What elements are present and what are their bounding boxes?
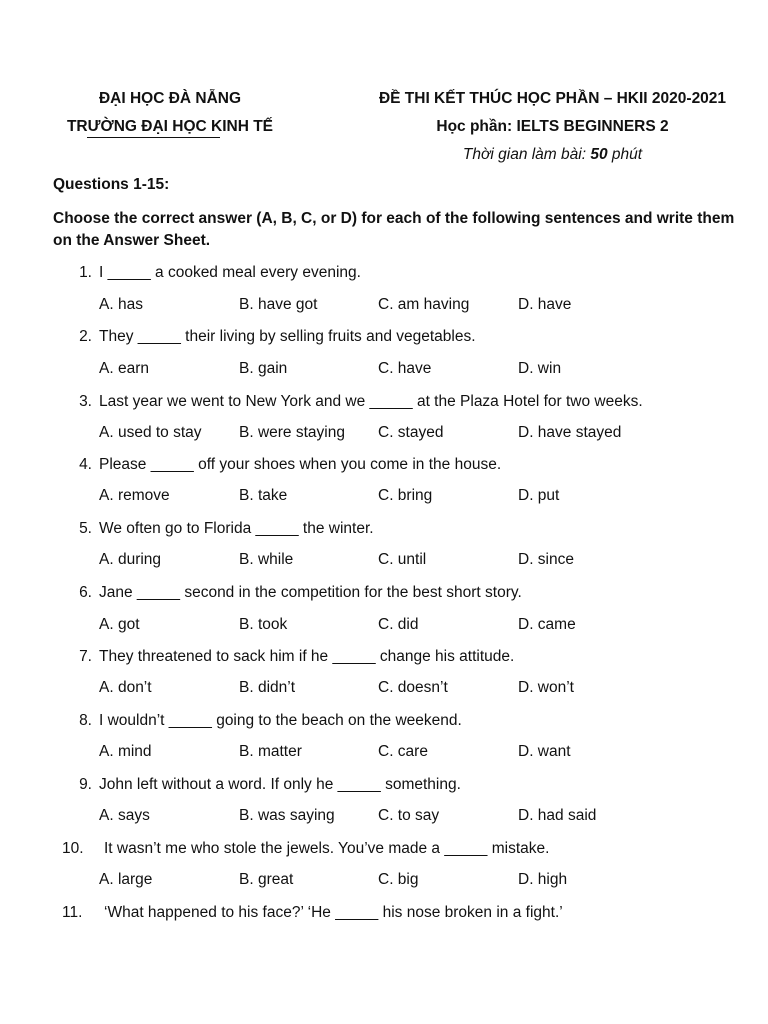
option-c: C. have — [378, 360, 432, 377]
question-number: 5. — [79, 520, 92, 537]
option-a: A. don’t — [99, 679, 152, 696]
course-name: Học phần: IELTS BEGINNERS 2 — [436, 118, 669, 135]
question-number: 7. — [79, 648, 92, 665]
option-d: D. since — [518, 551, 574, 568]
question-stem: John left without a word. If only he _____ something. — [99, 776, 461, 793]
option-d: D. had said — [518, 807, 597, 824]
option-c: C. until — [378, 551, 427, 568]
question-stem: It wasn’t me who stole the jewels. You’ve made a _____ mistake. — [104, 840, 550, 857]
option-c: C. stayed — [378, 424, 444, 441]
question-stem: ‘What happened to his face?’ ‘He _____ his nose broken in a fight.’ — [104, 904, 563, 921]
option-a: A. says — [99, 807, 150, 824]
question-number: 6. — [79, 584, 92, 601]
option-c: C. did — [378, 616, 419, 633]
option-b: B. didn’t — [239, 679, 296, 696]
time-prefix: Thời gian làm bài: — [462, 146, 591, 163]
question-stem: They _____ their living by selling fruits and vegetables. — [99, 328, 476, 345]
option-c: C. to say — [378, 807, 440, 824]
option-c: C. am having — [378, 296, 470, 313]
option-d: D. put — [518, 487, 560, 504]
option-b: B. were staying — [239, 424, 345, 441]
header-left — [40, 85, 300, 141]
option-d: D. win — [518, 360, 562, 377]
question-number: 4. — [79, 456, 92, 473]
section-instruction: Choose the correct answer (A, B, C, or D) for each of the following sentences and write them on the Answer Sheet. — [53, 210, 735, 249]
option-a: A. during — [99, 551, 162, 568]
option-b: B. was saying — [239, 807, 335, 824]
question-number: 9. — [79, 776, 92, 793]
option-d: D. came — [518, 616, 576, 633]
question-number: 11. — [62, 904, 83, 921]
option-a: A. earn — [99, 360, 149, 377]
question-number: 3. — [79, 393, 92, 410]
question-number: 10. — [62, 840, 84, 857]
time-allowed — [345, 141, 760, 169]
option-d: D. have stayed — [518, 424, 622, 441]
option-b: B. while — [239, 551, 294, 568]
question-stem: We often go to Florida _____ the winter. — [99, 520, 374, 537]
school-underline — [87, 137, 220, 138]
option-b: B. have got — [239, 296, 318, 313]
option-d: D. high — [518, 871, 568, 888]
option-b: B. take — [239, 487, 288, 504]
option-a: A. used to stay — [99, 424, 202, 441]
option-b: B. took — [239, 616, 288, 633]
option-c: C. care — [378, 743, 428, 760]
option-a: A. remove — [99, 487, 170, 504]
question-number: 8. — [79, 712, 92, 729]
option-a: A. has — [99, 296, 143, 313]
option-c: C. big — [378, 871, 419, 888]
option-a: A. mind — [99, 743, 152, 760]
option-d: D. won’t — [518, 679, 574, 696]
question-stem: Please _____ off your shoes when you come in the house. — [99, 456, 502, 473]
question-number: 1. — [79, 264, 92, 281]
question-stem: Jane _____ second in the competition for the best short story. — [99, 584, 522, 601]
question-stem: I _____ a cooked meal every evening. — [99, 264, 361, 281]
school-name: TRƯỜNG ĐẠI HỌC KINH TẾ — [66, 118, 274, 135]
option-b: B. matter — [239, 743, 302, 760]
option-d: D. want — [518, 743, 571, 760]
time-suffix: phút — [607, 146, 643, 163]
option-c: C. doesn’t — [378, 679, 448, 696]
question-stem: They threatened to sack him if he _____ change his attitude. — [99, 648, 515, 665]
time-value: 50 — [590, 146, 608, 163]
option-b: B. great — [239, 871, 294, 888]
option-a: A. large — [99, 871, 153, 888]
question-number: 2. — [79, 328, 92, 345]
option-c: C. bring — [378, 487, 433, 504]
section-title: Questions 1-15: — [53, 176, 170, 193]
option-b: B. gain — [239, 360, 288, 377]
header-right — [345, 85, 760, 169]
university-name: ĐẠI HỌC ĐÀ NẴNG — [98, 90, 242, 107]
option-d: D. have — [518, 296, 572, 313]
question-stem: Last year we went to New York and we _____ at the Plaza Hotel for two weeks. — [99, 393, 643, 410]
option-a: A. got — [99, 616, 140, 633]
exam-title: ĐỀ THI KẾT THÚC HỌC PHẦN – HKII 2020-2021 — [378, 90, 727, 107]
question-stem: I wouldn’t _____ going to the beach on the weekend. — [99, 712, 462, 729]
